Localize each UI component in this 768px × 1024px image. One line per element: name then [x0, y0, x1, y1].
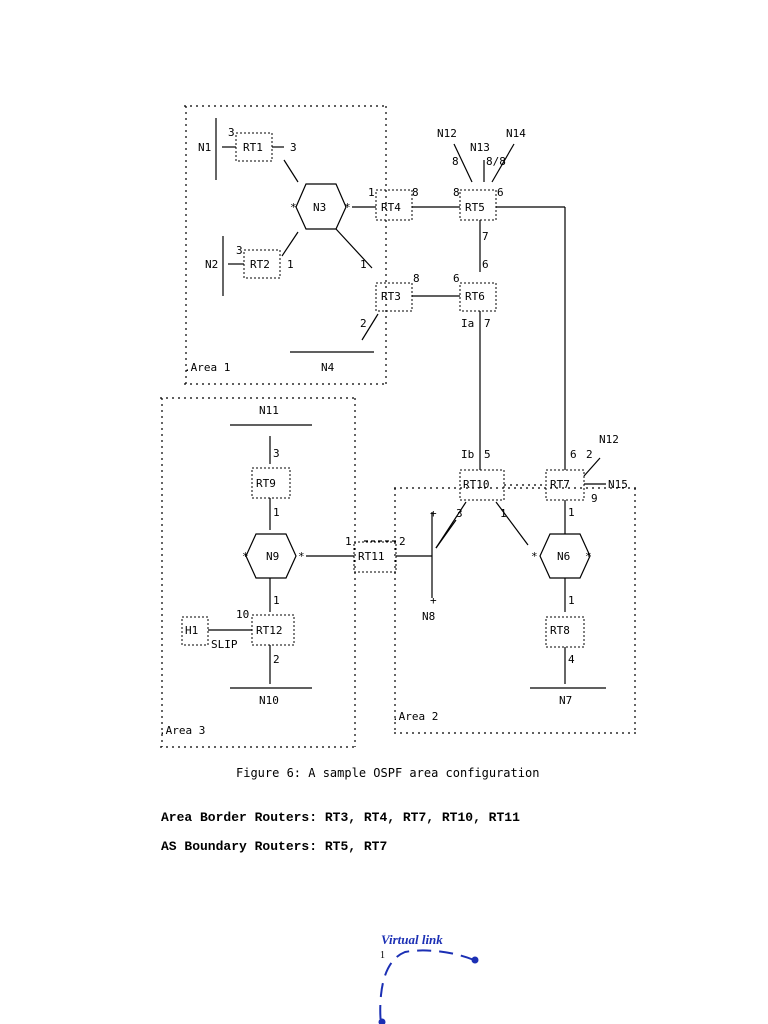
- cost-rt6-rt5: 6: [482, 258, 489, 271]
- svg-text:*: *: [290, 201, 297, 214]
- svg-text:RT5: RT5: [465, 201, 485, 214]
- svg-text:RT8: RT8: [550, 624, 570, 637]
- abr-value: RT3, RT4, RT7, RT10, RT11: [324, 810, 520, 825]
- cost-rt5-rt4: 8: [453, 186, 460, 199]
- asbr-value: RT5, RT7: [324, 839, 388, 854]
- area3-label: .Area 3: [159, 724, 206, 737]
- network-n4: N4: [321, 361, 335, 374]
- svg-text:RT4: RT4: [381, 201, 401, 214]
- virtual-link-number: 1: [380, 950, 385, 961]
- cost-rt7-n12: 2: [586, 448, 593, 461]
- cost-rt1-n3: 3: [290, 141, 297, 154]
- network-n3: [290, 184, 351, 229]
- svg-text:RT12: RT12: [256, 624, 283, 637]
- abr-line: [161, 810, 520, 825]
- cost-rt6-rt3: 6: [453, 272, 460, 285]
- router-rt3: [376, 283, 412, 311]
- network-n8: N8: [422, 610, 436, 623]
- area2-label: .Area 2: [392, 710, 439, 723]
- network-n9: [242, 534, 305, 578]
- cost-rt10-n6: 1: [500, 507, 507, 520]
- cost-rt7-n15: 9: [591, 492, 598, 505]
- cost-rt9-n9: 1: [273, 506, 280, 519]
- cost-rt7-up: 6: [570, 448, 577, 461]
- virtual-link-label: Virtual link: [381, 932, 443, 947]
- cost-n12: 8/8: [486, 155, 506, 168]
- host-h1: [182, 617, 208, 645]
- router-rt5: [460, 190, 496, 220]
- router-rt2: [244, 250, 280, 278]
- network-n11: N11: [259, 404, 279, 417]
- asbr-line: [161, 839, 387, 854]
- svg-text:*: *: [242, 550, 249, 563]
- cost-rt11-n8: 2: [399, 535, 406, 548]
- network-n7: N7: [559, 694, 573, 707]
- svg-text:N6: N6: [557, 550, 571, 563]
- cost-rt8-n7: 4: [568, 653, 575, 666]
- network-n1: N1: [198, 141, 212, 154]
- cost-rt4-rt5: 8: [412, 186, 419, 199]
- network-n12-right: N12: [599, 433, 619, 446]
- svg-text:N9: N9: [266, 550, 280, 563]
- network-n15: N15: [608, 478, 628, 491]
- area1-boundary: [184, 106, 388, 384]
- svg-text:RT1: RT1: [243, 141, 263, 154]
- cost-rt10-n8: 3: [456, 507, 463, 520]
- cost-ib: 5: [484, 448, 491, 461]
- cost-rt5-rt6: 7: [482, 230, 489, 243]
- network-n13: N13: [470, 141, 490, 154]
- svg-text:RT10: RT10: [463, 478, 490, 491]
- svg-text:*: *: [344, 201, 351, 214]
- cost-n6-rt7: 1: [568, 506, 575, 519]
- svg-text:+: +: [430, 594, 437, 607]
- router-rt8: [546, 617, 584, 647]
- network-n12-top: N12: [437, 127, 457, 140]
- cost-rt12-n10: 2: [273, 653, 280, 666]
- area1-label: .Area 1: [184, 361, 231, 374]
- cost-n9-rt12: 1: [273, 594, 280, 607]
- router-rt12: [252, 615, 294, 645]
- svg-text:H1: H1: [185, 624, 199, 637]
- svg-text:RT7: RT7: [550, 478, 570, 491]
- svg-text:*: *: [585, 550, 592, 563]
- network-n2: N2: [205, 258, 219, 271]
- slip-label: SLIP: [211, 638, 238, 651]
- cost-rt2-n3: 1: [287, 258, 294, 271]
- cost-rt11-n9: 1: [345, 535, 352, 548]
- network-n14: N14: [506, 127, 526, 140]
- router-rt1: [236, 133, 272, 161]
- svg-text:+: +: [430, 507, 437, 520]
- cost-n3-rt3: 1: [360, 258, 367, 271]
- cost-rt5-ext: 6: [497, 186, 504, 199]
- svg-text:RT9: RT9: [256, 477, 276, 490]
- router-rt6: [460, 283, 496, 311]
- cost-rt3-n4: 2: [360, 317, 367, 330]
- cost-rt1-n1: 3: [228, 126, 235, 139]
- svg-text:N3: N3: [313, 201, 327, 214]
- svg-text:RT6: RT6: [465, 290, 485, 303]
- cost-rt12-h1: 10: [236, 608, 250, 621]
- cost-rt2-n2: 3: [236, 244, 243, 257]
- svg-text:RT3: RT3: [381, 290, 401, 303]
- cost-n6-rt8: 1: [568, 594, 575, 607]
- svg-text:RT2: RT2: [250, 258, 270, 271]
- svg-text:*: *: [298, 550, 305, 563]
- router-rt10: [460, 470, 504, 500]
- router-rt4: [376, 190, 412, 220]
- abr-label: Area Border Routers:: [161, 810, 318, 825]
- router-rt9: [252, 468, 290, 498]
- cost-ia: 7: [484, 317, 491, 330]
- iface-ib: Ib: [461, 448, 475, 461]
- network-n6: [531, 534, 592, 578]
- router-rt11: [354, 542, 396, 572]
- svg-text:RT11: RT11: [358, 550, 385, 563]
- figure-caption: Figure 6: A sample OSPF area configuration: [236, 766, 540, 780]
- router-rt7: [546, 470, 584, 500]
- asbr-label: AS Boundary Routers:: [161, 839, 318, 854]
- cost-n13: 8: [452, 155, 459, 168]
- cost-rt3-rt6: 8: [413, 272, 420, 285]
- cost-n3-rt4: 1: [368, 186, 375, 199]
- network-n10: N10: [259, 694, 279, 707]
- iface-ia: Ia: [461, 317, 475, 330]
- svg-text:*: *: [531, 550, 538, 563]
- cost-n11-rt9: 3: [273, 447, 280, 460]
